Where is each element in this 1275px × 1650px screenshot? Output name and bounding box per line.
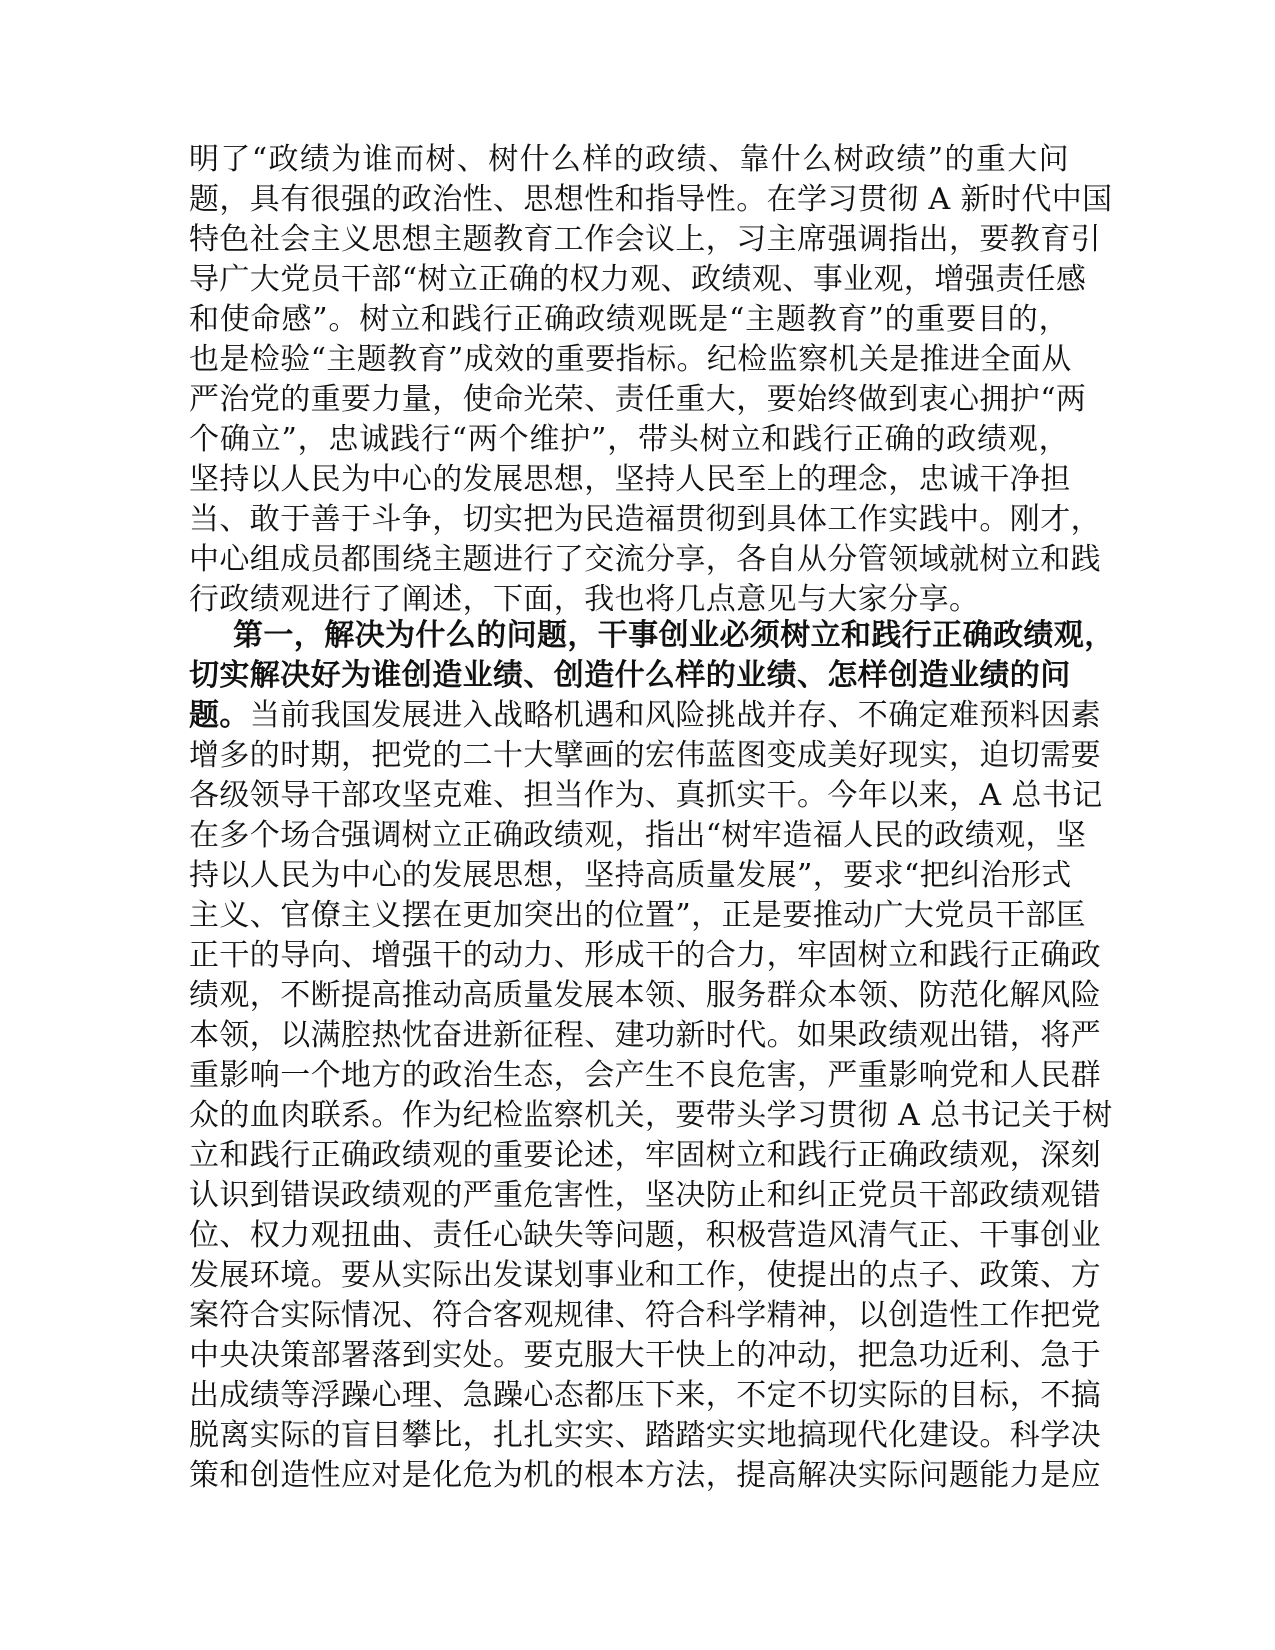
paragraph-1-line: 个确立”，忠诚践行“两个维护”，带头树立和践行正确的政绩观， bbox=[189, 422, 1069, 457]
section-heading-line: 第一，解决为什么的问题，干事创业必须树立和践行正确政绩观， bbox=[233, 618, 1115, 653]
paragraph-1-line: 中心组成员都围绕主题进行了交流分享，各自从分管领域就树立和践 bbox=[189, 542, 1101, 577]
paragraph-2-line: 中央决策部署落到实处。要克服大干快上的冲动，把急功近利、急于 bbox=[189, 1338, 1101, 1373]
paragraph-2-line: 重影响一个地方的政治生态，会产生不良危害，严重影响党和人民群 bbox=[189, 1058, 1101, 1093]
paragraph-2-line: 主义、官僚主义摆在更加突出的位置”，正是要推动广大党员干部匡 bbox=[189, 898, 1087, 933]
paragraph-2-line: 增多的时期，把党的二十大擘画的宏伟蓝图变成美好现实，迫切需要 bbox=[189, 738, 1101, 773]
paragraph-2-line: 立和践行正确政绩观的重要论述，牢固树立和践行正确政绩观，深刻 bbox=[189, 1138, 1101, 1173]
paragraph-2-line: 位、权力观扭曲、责任心缺失等问题，积极营造风清气正、干事创业 bbox=[189, 1218, 1101, 1253]
paragraph-2-line: 在多个场合强调树立正确政绩观，指出“树牢造福人民的政绩观，坚 bbox=[189, 818, 1087, 853]
paragraph-2-line: 各级领导干部攻坚克难、担当作为、真抓实干。今年以来，A 总书记 bbox=[189, 778, 1103, 813]
paragraph-2-line: 认识到错误政绩观的严重危害性，坚决防止和纠正党员干部政绩观错 bbox=[189, 1178, 1101, 1213]
paragraph-2-line: 发展环境。要从实际出发谋划事业和工作，使提出的点子、政策、方 bbox=[189, 1258, 1101, 1293]
paragraph-1-line: 导广大党员干部“树立正确的权力观、政绩观、事业观，增强责任感 bbox=[189, 262, 1087, 297]
paragraph-1-line: 行政绩观进行了阐述，下面，我也将几点意见与大家分享。 bbox=[189, 582, 980, 617]
paragraph-1-line: 明了“政绩为谁而树、树什么样的政绩、靠什么树政绩”的重大问 bbox=[189, 142, 1069, 177]
paragraph-2-line: 众的血肉联系。作为纪检监察机关，要带头学习贯彻 A 总书记关于树 bbox=[189, 1098, 1113, 1133]
section-heading-end: 题。 bbox=[189, 698, 250, 733]
paragraph-2-line: 策和创造性应对是化危为机的根本方法，提高解决实际问题能力是应 bbox=[189, 1458, 1101, 1493]
paragraph-1-line: 特色社会主义思想主题教育工作会议上，习主席强调指出，要教育引 bbox=[189, 222, 1101, 257]
section-heading-line: 切实解决好为谁创造业绩、创造什么样的业绩、怎样创造业绩的问 bbox=[189, 658, 1071, 693]
paragraph-1-line: 也是检验“主题教育”成效的重要指标。纪检监察机关是推进全面从 bbox=[189, 342, 1072, 377]
paragraph-2-line: 正干的导向、增强干的动力、形成干的合力，牢固树立和践行正确政 bbox=[189, 938, 1101, 973]
paragraph-2-line: 绩观，不断提高推动高质量发展本领、服务群众本领、防范化解风险 bbox=[189, 978, 1101, 1013]
paragraph-1-line: 当、敢于善于斗争，切实把为民造福贯彻到具体工作实践中。刚才， bbox=[189, 502, 1101, 537]
paragraph-2-line: 脱离实际的盲目攀比，扎扎实实、踏踏实实地搞现代化建设。科学决 bbox=[189, 1418, 1101, 1453]
paragraph-1-line: 坚持以人民为中心的发展思想，坚持人民至上的理念，忠诚干净担 bbox=[189, 462, 1071, 497]
paragraph-2-line: 出成绩等浮躁心理、急躁心态都压下来，不定不切实际的目标，不搞 bbox=[189, 1378, 1101, 1413]
section-heading-end-line bbox=[189, 696, 1102, 736]
paragraph-2-line: 持以人民为中心的发展思想，坚持高质量发展”，要求“把纠治形式 bbox=[189, 858, 1072, 893]
paragraph-1 bbox=[189, 140, 1113, 620]
paragraph-1-line: 严治党的重要力量，使命光荣、责任重大，要始终做到衷心拥护“两 bbox=[189, 382, 1087, 417]
paragraph-1-line: 题，具有很强的政治性、思想性和指导性。在学习贯彻 A 新时代中国 bbox=[189, 182, 1113, 217]
paragraph-2-line: 案符合实际情况、符合客观规律、符合科学精神，以创造性工作把党 bbox=[189, 1298, 1101, 1333]
paragraph-2 bbox=[189, 616, 1115, 1496]
paragraph-1-line: 和使命感”。树立和践行正确政绩观既是“主题教育”的重要目的， bbox=[189, 302, 1069, 337]
paragraph-2-line-start: 当前我国发展进入战略机遇和风险挑战并存、不确定难预料因素 bbox=[249, 698, 1102, 733]
paragraph-2-line: 本领，以满腔热忱奋进新征程、建功新时代。如果政绩观出错，将严 bbox=[189, 1018, 1101, 1053]
